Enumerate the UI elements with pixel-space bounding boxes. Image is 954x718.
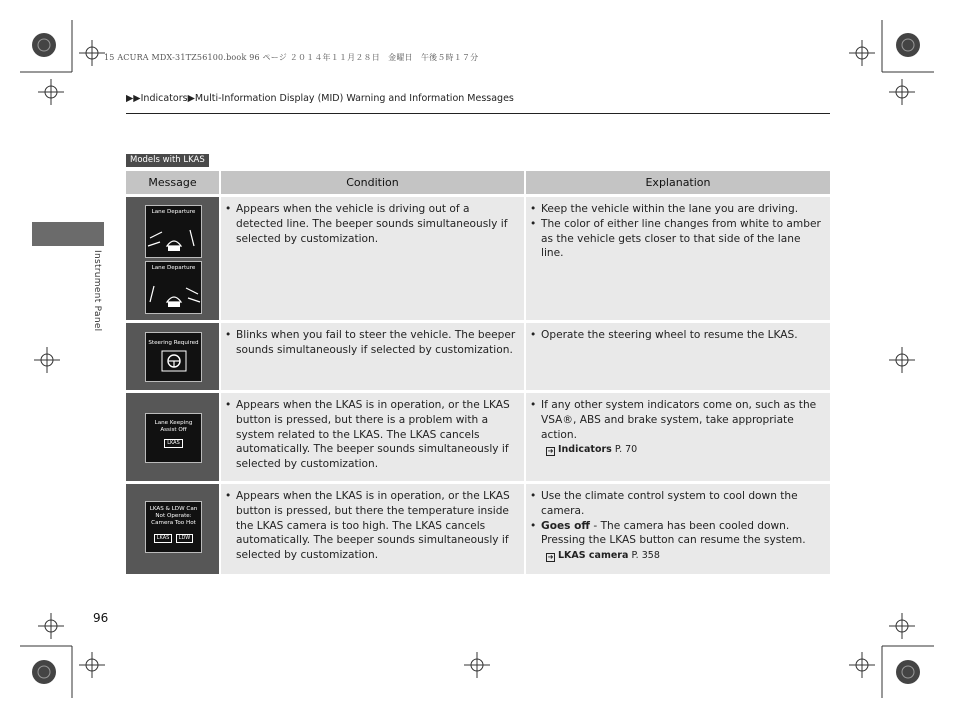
color-target-icon [32,33,56,57]
reference-page: P. 70 [614,444,638,456]
table-header-row [126,171,830,194]
crosshair-icon [79,40,105,66]
screen-title: LKAS & LDW Can Not Operate: Camera Too Hot [149,506,198,526]
crosshair-icon [889,79,915,105]
screen-indicators [146,529,201,544]
screen-title: Lane Departure [151,265,196,271]
reference-arrow-icon: ➜ [547,553,554,562]
explanation-item: • If any other system indicators come on, such as the VSA®, ABS and brake system, take appropriate action. [530,398,824,442]
mid-screen-lane-departure [145,261,202,314]
condition-cell [221,481,526,574]
explanation-term: Goes off [541,519,591,532]
model-badge: Models with LKAS [126,154,209,167]
explanation-cell [526,320,830,390]
crosshair-icon [849,652,875,678]
lkas-indicator-icon: LKAS [154,534,173,543]
message-image-cell [126,481,221,574]
reference-title: Indicators [558,444,612,456]
breadcrumb-separator: ▶ [187,93,195,104]
mid-screen-camera-too-hot [145,501,202,553]
explanation-item: • Use the climate control system to cool down the camera. [530,489,824,519]
condition-cell [221,320,526,390]
explanation-item: • The color of either line changes from white to amber as the vehicle gets closer to that side of the lane line. [530,217,824,261]
crosshair-icon [34,347,60,373]
crosshair-icon [79,652,105,678]
breadcrumb [126,93,514,104]
crosshair-icon [38,79,64,105]
table-row [126,194,830,320]
header-condition: Condition [221,171,526,194]
condition-cell [221,194,526,320]
mid-screen-lane-departure [145,205,202,258]
reference-title: LKAS camera [558,550,629,562]
message-image-cell [126,390,221,481]
steering-wheel-icon [161,350,187,372]
lane-departure-icon [146,216,201,256]
condition-item: • Appears when the LKAS is in operation, or the LKAS button is pressed, but there is a problem with a system related to the LKAS. The LKAS cancels automatically. The beeper sounds simultaneously if selected by customization. [225,398,518,472]
crosshair-icon [889,613,915,639]
page-number: 96 [93,611,109,625]
explanation-cell [526,481,830,574]
explanation-term-text: - The camera has been cooled down. Pressing the LKAS button can resume the system. [541,519,806,547]
condition-item: • Blinks when you fail to steer the vehicle. The beeper sounds simultaneously if selected by customization. [225,328,518,358]
table-row [126,390,830,481]
page-reference[interactable] [530,549,824,564]
header-rule [126,113,830,114]
table-row [126,320,830,390]
screen-title: Steering Required [148,340,199,346]
breadcrumb-marker: ▶▶ [126,93,141,104]
color-target-icon [32,660,56,684]
print-header: 15 ACURA MDX-31TZ56100.book 96 ページ ２０１４年１１月２８日 金曜日 午後５時１７分 [104,53,479,62]
section-label: Instrument Panel [92,250,102,332]
condition-item: • Appears when the LKAS is in operation, or the LKAS button is pressed, but there the temperature inside the LKAS camera is too high. The LKAS cancels automatically. The beeper sounds simultaneously if selected by customization. [225,489,518,563]
ldw-indicator-icon: LDW [176,534,194,543]
mid-screen-lkas-off [145,413,202,463]
lkas-indicator-icon: LKAS [164,439,183,448]
explanation-item: • Keep the vehicle within the lane you are driving. [530,202,824,217]
screen-title: Lane Departure [151,209,196,215]
color-target-icon [896,660,920,684]
header-explanation: Explanation [526,171,830,194]
section-tab [32,222,104,246]
message-image-cell [126,194,221,320]
lane-departure-icon [146,272,201,312]
reference-page: P. 358 [631,550,660,562]
explanation-item: • Operate the steering wheel to resume the LKAS. [530,328,824,343]
explanation-cell [526,390,830,481]
screen-title: Lane Keeping Assist Off [154,420,193,433]
crosshair-icon [849,40,875,66]
message-table [126,171,830,574]
table-row [126,481,830,574]
reference-arrow-icon: ➜ [547,447,554,456]
breadcrumb-part1: Indicators [140,93,188,104]
breadcrumb-part2: Multi-Information Display (MID) Warning and Information Messages [194,93,514,104]
color-target-icon [896,33,920,57]
page-reference[interactable] [530,443,824,458]
header-message: Message [126,171,221,194]
message-image-cell [126,320,221,390]
explanation-cell [526,194,830,320]
crosshair-icon [38,613,64,639]
condition-cell [221,390,526,481]
crosshair-icon [464,652,490,678]
mid-screen-steering-required [145,332,202,382]
explanation-item [530,519,824,549]
condition-item: • Appears when the vehicle is driving out of a detected line. The beeper sounds simultaneously if selected by customization. [225,202,518,246]
crosshair-icon [889,347,915,373]
